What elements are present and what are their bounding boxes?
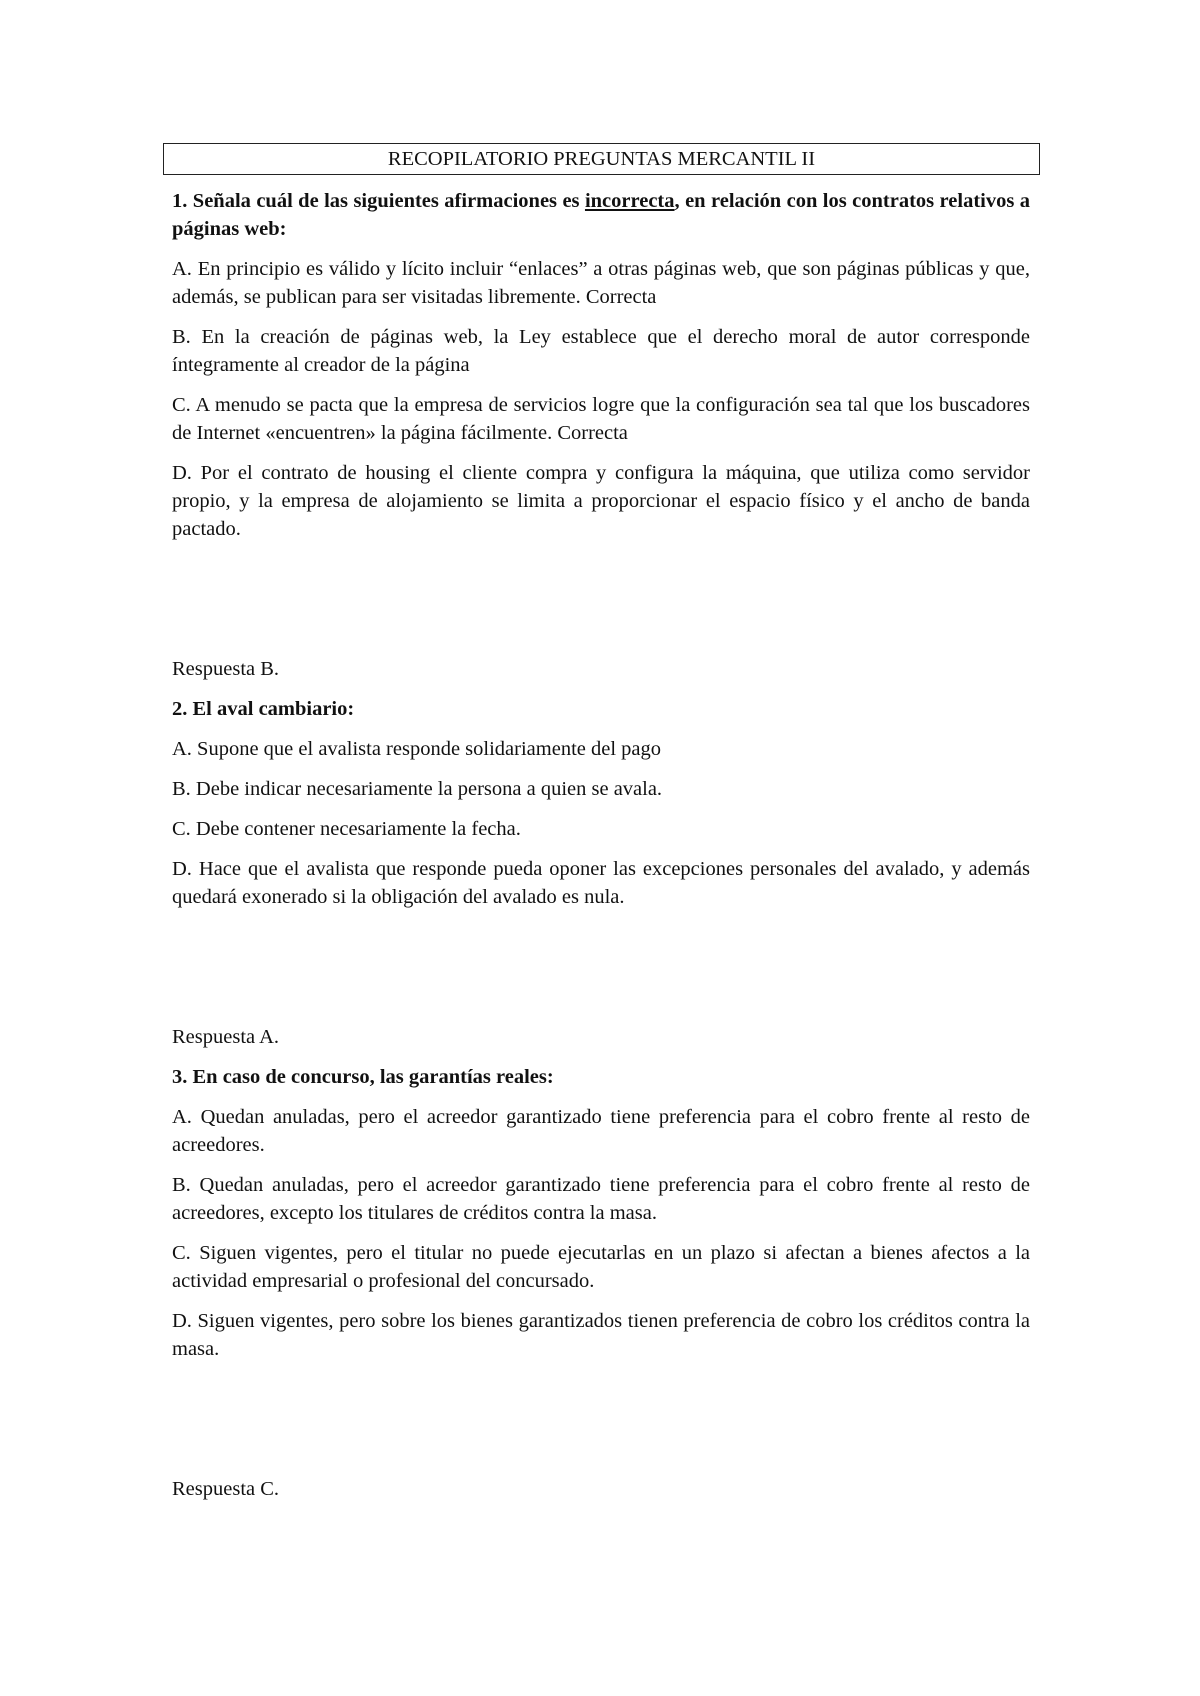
- question-1-emphasis: incorrecta: [584, 190, 675, 212]
- question-3-option-c: C. Siguen vigentes, pero el titular no puede ejecutarlas en un plazo si afectan a bienes afectos a la actividad empresarial o profesional del concursado.: [172, 1242, 1030, 1292]
- question-3-option-d: D. Siguen vigentes, pero sobre los bienes garantizados tienen preferencia de cobro los créditos contra la masa.: [172, 1310, 1030, 1360]
- document-content: [172, 143, 1030, 1515]
- question-2-option-c: C. Debe contener necesariamente la fecha.: [172, 818, 521, 840]
- question-3-answer: Respuesta C.: [172, 1478, 280, 1500]
- question-1-answer: Respuesta B.: [172, 658, 280, 680]
- question-3-option-b: B. Quedan anuladas, pero el acreedor garantizado tiene preferencia para el cobro frente al resto de acreedores, excepto los titulares de créditos contra la masa.: [172, 1174, 1030, 1224]
- question-2-option-b: B. Debe indicar necesariamente la persona a quien se avala.: [172, 778, 663, 800]
- question-1-option-b: B. En la creación de páginas web, la Ley establece que el derecho moral de autor corresponde íntegramente al creador de la página: [172, 326, 1030, 376]
- spacer: [172, 923, 1030, 1023]
- question-2-option-a: A. Supone que el avalista responde solidariamente del pago: [172, 738, 662, 760]
- question-1: [172, 187, 1030, 243]
- question-1-option-d: D. Por el contrato de housing el cliente compra y configura la máquina, que utiliza como servidor propio, y la empresa de alojamiento se limita a proporcionar el espacio físico y el ancho de banda pactado.: [172, 462, 1030, 540]
- question-1-option-c: C. A menudo se pacta que la empresa de servicios logre que la configuración sea tal que los buscadores de Internet «encuentren» la página fácilmente. Correcta: [172, 394, 1030, 444]
- spacer: [172, 555, 1030, 655]
- document-title: RECOPILATORIO PREGUNTAS MERCANTIL II: [163, 143, 1040, 175]
- question-1-text-pre: 1. Señala cuál de las siguientes afirmaciones es: [172, 190, 585, 212]
- spacer: [172, 1375, 1030, 1475]
- question-2: 2. El aval cambiario:: [172, 698, 355, 720]
- question-2-option-d: D. Hace que el avalista que responde pueda oponer las excepciones personales del avalado, y además quedará exonerado si la obligación del avalado es nula.: [172, 858, 1030, 908]
- question-3: 3. En caso de concurso, las garantías reales:: [172, 1066, 554, 1088]
- question-3-option-a: A. Quedan anuladas, pero el acreedor garantizado tiene preferencia para el cobro frente al resto de acreedores.: [172, 1106, 1030, 1156]
- question-1-text-post: , en relación con los contratos relativos a páginas web:: [172, 190, 1030, 240]
- question-2-answer: Respuesta A.: [172, 1026, 280, 1048]
- question-1-option-a: A. En principio es válido y lícito incluir “enlaces” a otras páginas web, que son páginas públicas y que, además, se publican para ser visitadas libremente. Correcta: [172, 258, 1030, 308]
